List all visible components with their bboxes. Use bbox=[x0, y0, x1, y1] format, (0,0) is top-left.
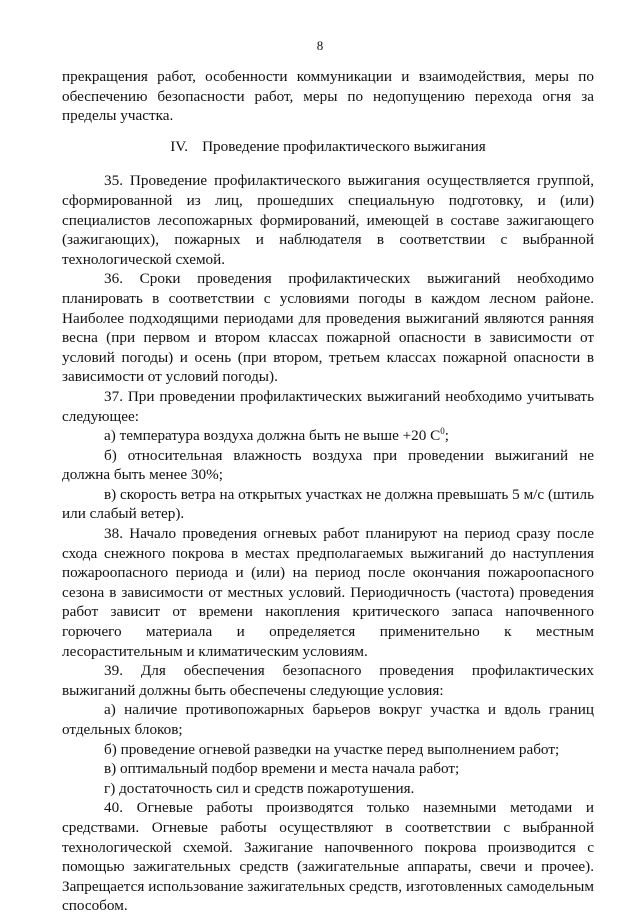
intro-paragraph: прекращения работ, особенности коммуникации и взаимодействия, меры по обеспечению безопасности работ, меры по недопущению перехода огня за пределы участка. bbox=[62, 68, 594, 125]
section-title: Проведение профилактического выжигания bbox=[202, 137, 486, 155]
section-number: IV. bbox=[170, 137, 189, 155]
paragraph-39-item-b: б) проведение огневой разведки на участке перед выполнением работ; bbox=[104, 740, 560, 758]
paragraph-39-item-d: г) достаточность сил и средств пожаротушения. bbox=[104, 779, 415, 797]
paragraph-37: 37. При проведении профилактических выжиганий необходимо учитывать следующее: bbox=[62, 387, 594, 425]
paragraph-40: 40. Огневые работы производятся только наземными методами и средствами. Огневые работы осуществляют в соответствии с выбранной технологической схемой. Зажигание напочвенного покрова производится с помощью зажигательных средств (зажигательные аппараты, свечи и прочее). Запрещается использование зажигательных средств, изготовленных самодельным способом. bbox=[62, 799, 594, 915]
paragraph-36: 36. Сроки проведения профилактических выжиганий необходимо планировать в соответствии с условиями погоды в каждом лесном районе. Наиболее подходящими периодами для проведения выжиганий являются ранняя весна (при первом и втором классах пожарной опасности в зависимости от условий погоды) и осень (при втором, третьем классах пожарной опасности в зависимости от условий погоды). bbox=[62, 270, 594, 386]
paragraph-39-item-c: в) оптимальный подбор времени и места начала работ; bbox=[104, 760, 460, 778]
item-a-text: а) температура воздуха должна быть не выше +20 С bbox=[104, 427, 441, 445]
degree-superscript: 0 bbox=[440, 426, 445, 437]
paragraph-37-item-b: б) относительная влажность воздуха при проведении выжиганий не должна быть менее 30%; bbox=[62, 446, 594, 484]
paragraph-37-item-a bbox=[62, 426, 594, 446]
paragraph-37-item-c: в) скорость ветра на открытых участках не должна превышать 5 м/с (штиль или слабый ветер). bbox=[62, 485, 594, 523]
paragraph-39: 39. Для обеспечения безопасного проведения профилактических выжиганий должны быть обеспечены следующие условия: bbox=[62, 662, 594, 699]
section-heading bbox=[62, 137, 594, 157]
paragraph-38: 38. Начало проведения огневых работ планируют на период сразу после схода снежного покрова в местах предполагаемых выжиганий до наступления пожароопасного периода и (или) на период после окончания пожароопасного сезона в зависимости от местных условий. Периодичность (частота) проведения работ зависит от времени накопления критического запаса напочвенного горючего материала и определяется применительно к местным лесорастительным и климатическим условиям. bbox=[62, 525, 594, 660]
paragraph-35: 35. Проведение профилактического выжигания осуществляется группой, сформированной из лиц, прошедших специальную подготовку, и (или) специалистов лесопожарных формирований, имеющей в составе зажигающего (зажигающих), пожарных и наблюдателя в соответствии с выбранной технологической схемой. bbox=[62, 172, 594, 268]
item-a-end: ; bbox=[444, 427, 450, 445]
page-number: 8 bbox=[316, 38, 324, 53]
document-body bbox=[62, 67, 594, 916]
paragraph-39-item-a: а) наличие противопожарных барьеров вокруг участка и вдоль границ отдельных блоков; bbox=[62, 701, 594, 738]
